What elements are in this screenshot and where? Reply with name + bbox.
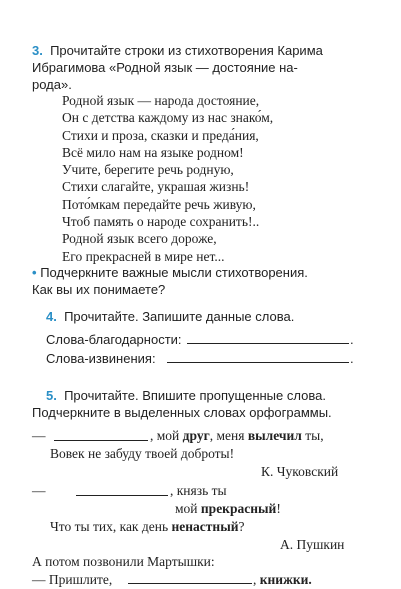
blank-line[interactable]	[54, 440, 148, 441]
poem	[62, 92, 273, 265]
poem-line: Всё мило нам на языке родном!	[62, 144, 244, 160]
quote-text: , князь ты	[170, 483, 227, 498]
poem-line: Чтоб память о народе сохранить!..	[62, 214, 260, 230]
quote-text: Вовек не забуду твоей доброты!	[50, 446, 235, 461]
row-label: Слова-благодарности:	[46, 332, 182, 347]
quote-author: К. Чуковский	[261, 464, 339, 479]
quote-text: , мой друг, меня вылечил ты,	[150, 428, 324, 443]
exercise-5-heading	[32, 387, 376, 421]
exercise-number: 5.	[46, 388, 57, 403]
poem-line: Родной язык всего дороже,	[62, 231, 217, 247]
poem-line: Стихи и проза, сказки и преда́ния,	[62, 127, 259, 143]
highlighted-word: друг	[182, 428, 210, 443]
quote-dash: —	[32, 428, 46, 443]
exercise-text: Прочитайте. Запишите данные слова.	[64, 309, 295, 324]
highlighted-word: вылечил	[247, 428, 302, 443]
task-text: Подчеркните важные мысли стихотворения.	[40, 265, 308, 280]
quote-author: А. Пушкин	[280, 537, 345, 552]
poem-line: Пото́мкам передайте речь живую,	[62, 196, 256, 212]
exercise-text: Подчеркните в выделенных словах орфограммы.	[32, 405, 332, 420]
answer-line[interactable]	[187, 343, 349, 344]
quote-text: А потом позвонили Мартышки:	[32, 554, 215, 569]
period: .	[350, 351, 354, 366]
highlighted-word: ненастный	[171, 519, 239, 534]
poem-line: Его прекрасней в мире нет...	[62, 248, 225, 264]
row-label: Слова-извинения:	[46, 351, 156, 366]
poem-line: Он с детства каждому из нас знако́м,	[62, 110, 274, 126]
exercise-number: 4.	[46, 309, 57, 324]
period: .	[350, 332, 354, 347]
poem-line: Учите, берегите речь родную,	[62, 162, 234, 178]
quote-text: — Пришлите,	[32, 572, 113, 587]
bullet-icon: •	[32, 265, 37, 280]
exercise-text: Ибрагимова «Родной язык — достояние на-	[32, 60, 298, 75]
quote-text: Что ты тих, как день ненастный?	[50, 519, 245, 534]
blank-line[interactable]	[128, 583, 252, 584]
quote-dash: —	[32, 483, 46, 498]
exercise-text: Прочитайте. Впишите пропущенные слова.	[64, 388, 326, 403]
exercise-text: Прочитайте строки из стихотворения Карима	[50, 43, 323, 58]
quote-text: мой прекрасный!	[175, 501, 281, 516]
poem-line: Стихи слагайте, украшая жизнь!	[62, 179, 250, 195]
poem-line: Родной язык — народа достояние,	[62, 93, 260, 108]
blank-line[interactable]	[76, 495, 168, 496]
exercise-3-heading	[32, 42, 362, 93]
exercise-4-heading	[46, 308, 294, 325]
exercise-number: 3.	[32, 43, 43, 58]
quote-text: , книжки.	[253, 572, 312, 587]
highlighted-word: прекрасный	[200, 501, 277, 516]
answer-line[interactable]	[167, 362, 349, 363]
exercise-text: рода».	[32, 77, 72, 92]
exercise-3-task	[32, 264, 372, 298]
task-text: Как вы их понимаете?	[32, 282, 166, 297]
highlighted-word: книжки.	[259, 572, 312, 587]
